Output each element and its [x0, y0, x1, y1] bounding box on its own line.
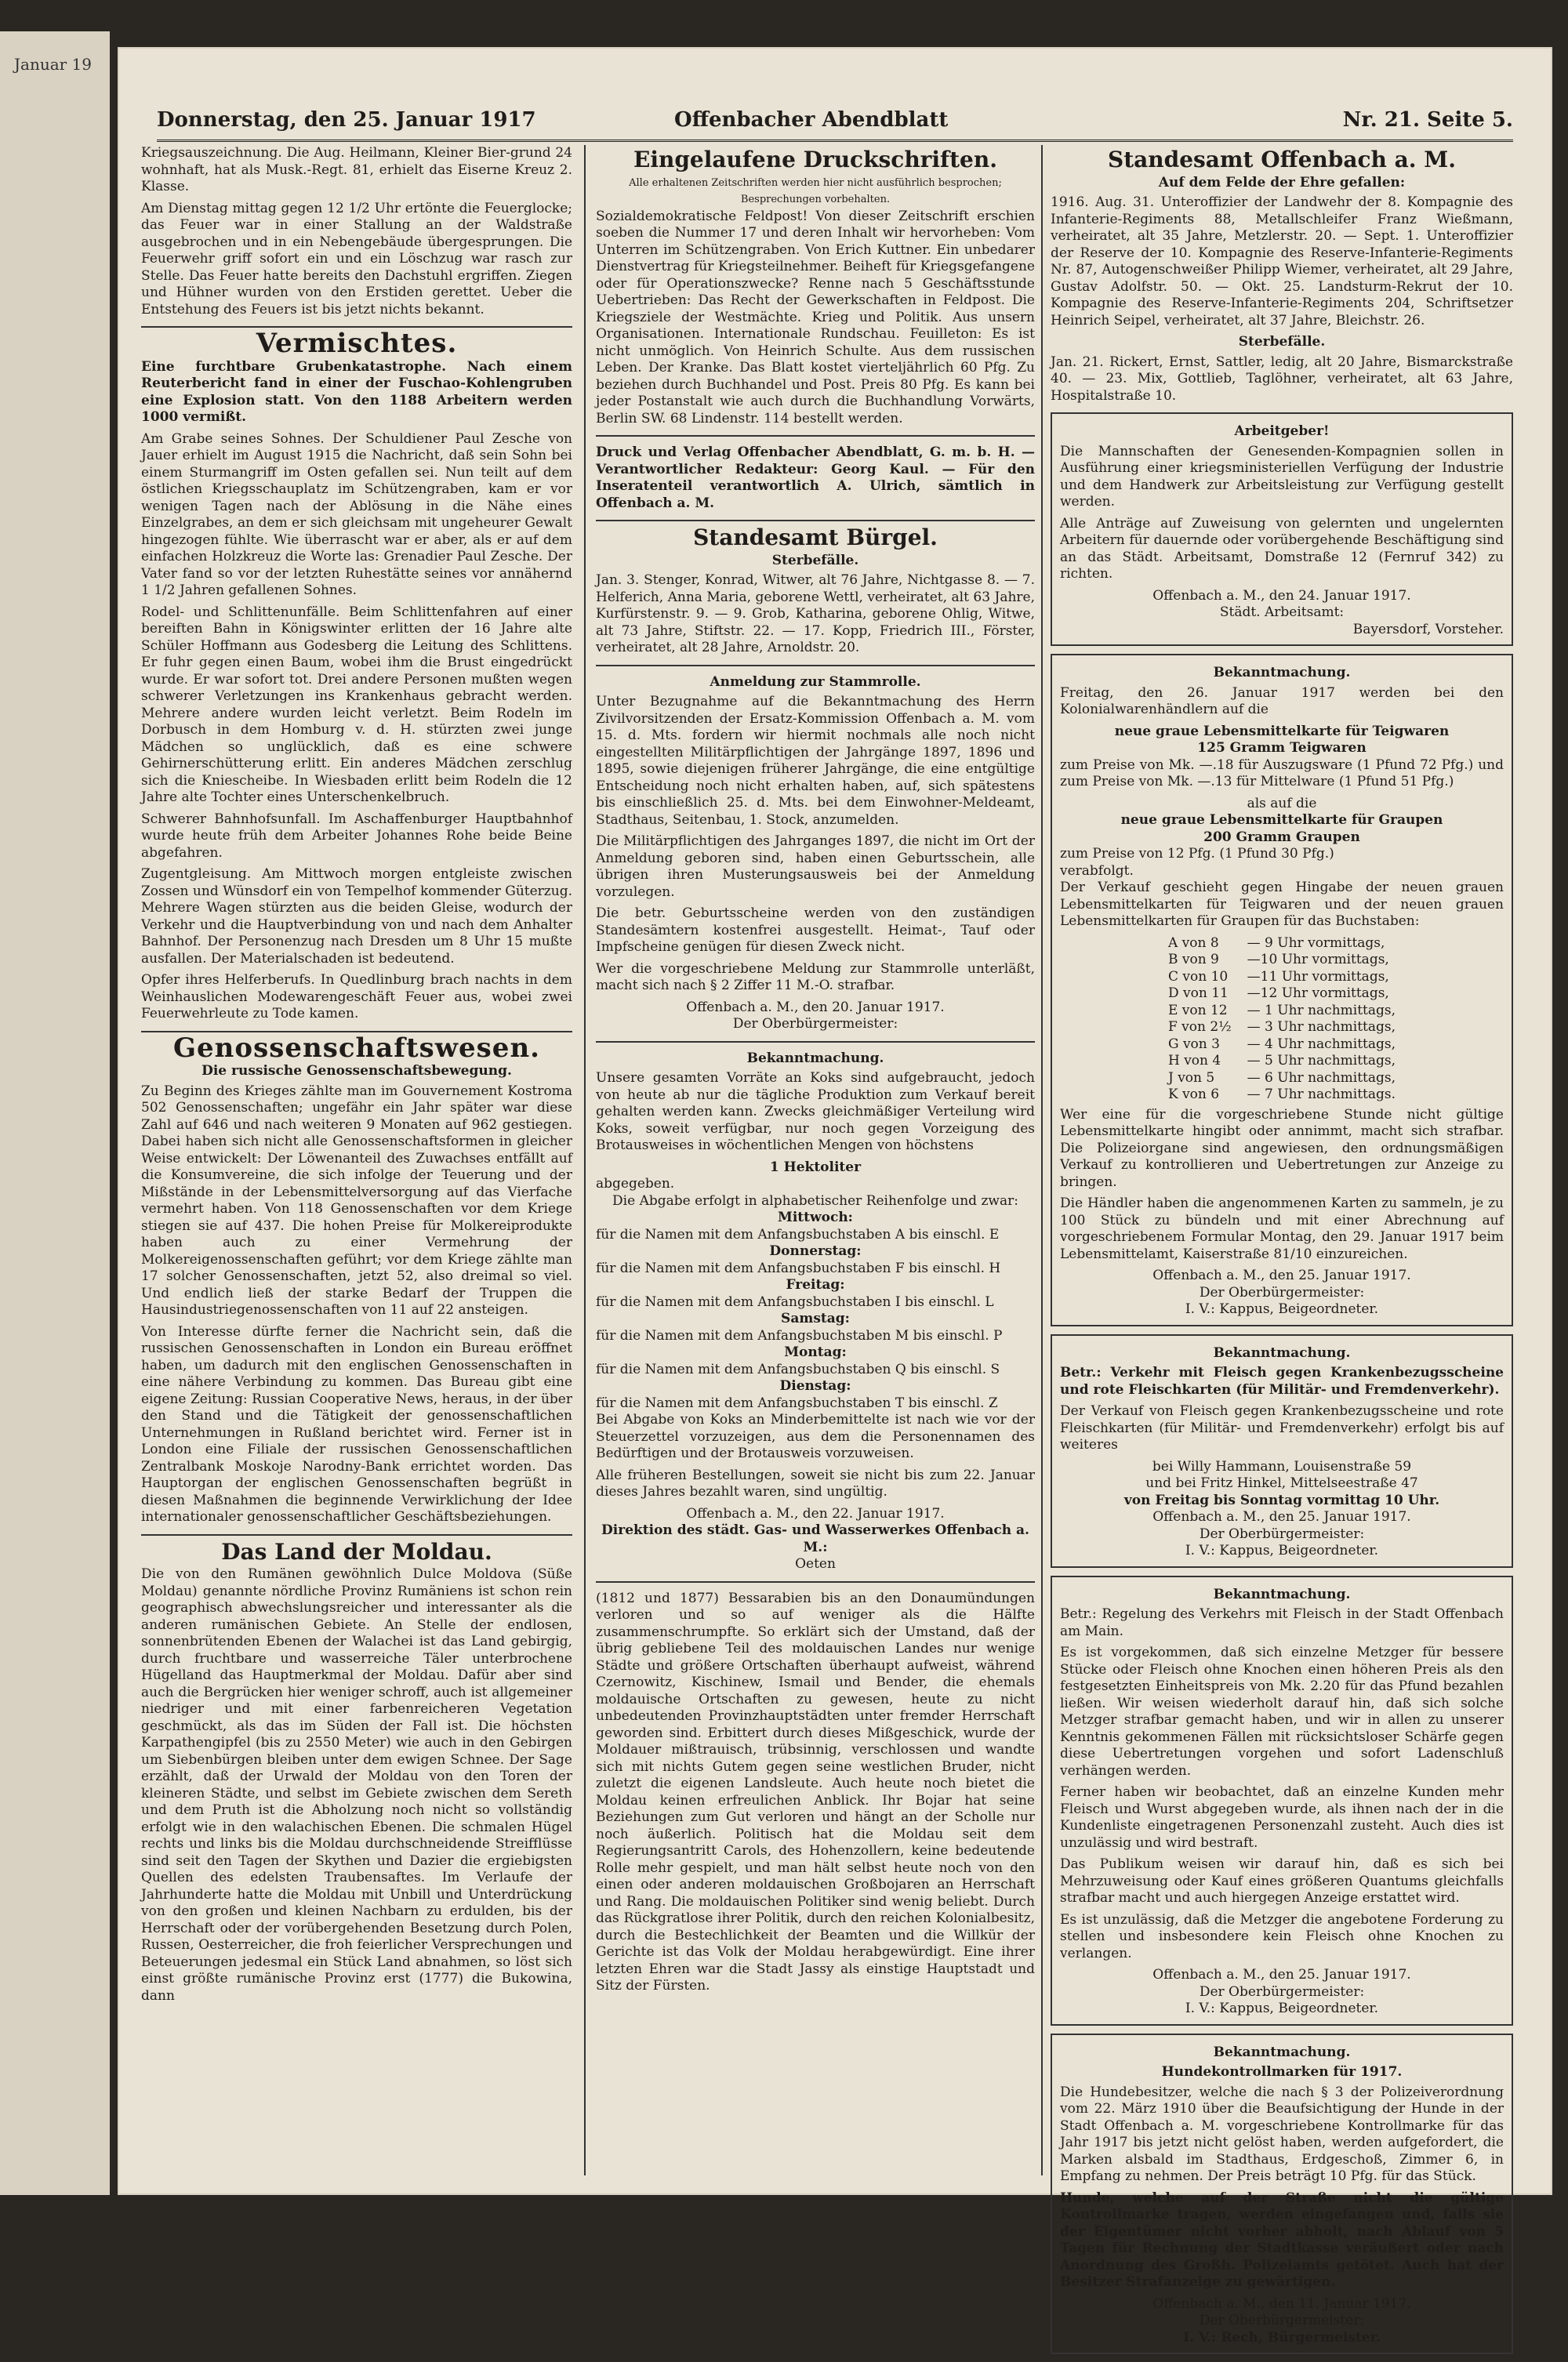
- stammrolle-text-2: Die Militärpflichtigen des Jahrganges 1897, die nicht im Ort der Anmeldung geboren sind, haben einen Geburtsschein, alle übrigen ihren Musterungsausweis bei der Anmeldung vorzulegen.: [596, 833, 1035, 900]
- separator: [596, 1041, 1035, 1043]
- sale-schedule: [1160, 935, 1403, 1104]
- notice-teigwaren: [1051, 654, 1513, 1326]
- article-coops: Zu Beginn des Krieges zählte man im Gouvernement Kostroma 502 Genossenschaften; ungefähr ein Jahr später war diese Zahl auf 646 und nach weiteren 9 Monaten auf 962 gestiegen. Dabei haben sich nicht alle Genossenschaftsformen in gleicher Weise entwickelt: Der Löwenanteil des Zuwachses entfällt auf die Konsumvereine, die sich infolge der Teuerung und der Mißstände in der Lebensmittelversorgung auf das Vierfache vermehrt haben. Von 118 Genossenschaften vor dem Kriege stiegen sie auf 437. Die hohen Preise für Molkereiprodukte haben auch zu einer Vermehrung der Molkereigenossenschaften geführt; vor dem Kriege zählte man 17 solcher Genossenschaften, jetzt 52, also dreimal so viel. Und endlich ließ der starke Bedarf der Truppen die Hausindustriegenossenschaften von 11 auf 22 ansteigen.: [141, 1083, 572, 1318]
- schedule-letter: J von 5: [1167, 1069, 1215, 1086]
- subheading-employers: Arbeitgeber!: [1234, 423, 1330, 439]
- notice-meat-regulation: [1051, 1576, 1513, 2026]
- schedule-row: [1160, 1070, 1403, 1087]
- stammrolle-date: Offenbach a. M., den 20. Januar 1917.: [686, 999, 945, 1015]
- notice-signature-title: Der Oberbürgermeister:: [1199, 1284, 1365, 1301]
- schedule-row: [1160, 935, 1403, 952]
- newspaper-page: [118, 47, 1552, 2346]
- notice-dog-tags: [1051, 2034, 1513, 2355]
- schedule-letter: H von 4: [1167, 1053, 1221, 1069]
- koks-order-line: Die Abgabe erfolgt in alphabetischer Reihenfolge und zwar:: [612, 1192, 1018, 1209]
- stammrolle-text-4: Wer die vorgeschriebene Meldung zur Stammrolle unterläßt, macht sich nach § 2 Ziffer 11 M.-O. strafbar.: [596, 960, 1035, 993]
- header-paper-title: Offenbacher Abendblatt: [674, 108, 949, 132]
- schedule-letter: C von 10: [1167, 968, 1229, 985]
- stammrolle-text: Unter Bezugnahme auf die Bekanntmachung des Herrn Zivilvorsitzenden der Ersatz-Kommission Offenbach a. M. vom 15. d. Mts. fordern wir hiermit nochmals alle noch nicht eingestellten Militärpflichtigen der Jahrgänge 1897, 1896 und 1895, sowie diejenigen früherer Jahrgänge, die eine entgültige Entscheidung noch nicht erhalten haben, auf, sich spätestens bis einschließlich 25. d. Mts. bei dem Einwohner-Meldeamt, Stadthaus, Seitenbau, 1. Stock, anzumelden.: [596, 694, 1035, 828]
- fire-report: Am Dienstag mittag gegen 12 1/2 Uhr ertönte die Feuerglocke; das Feuer war in einer Stallung an der Waldstraße ausgebrochen und in ein Nebengebäude übergesprungen. Die Feuerwehr griff sofort ein und ein Löschzug war rasch zur Stelle. Das Feuer hatte bereits den Dachstuhl ergriffen. Ziegen und Hühner wurden von den Erstiden gerettet. Ueber die Entstehung des Feuers ist bis jetzt nichts bekannt.: [141, 200, 572, 317]
- notice-signatory: I. V.: Kappus, Beigeordneter.: [1185, 1301, 1379, 1317]
- meat-text: Der Verkauf von Fleisch gegen Krankenbezugsscheine und rote Fleischkarten (für Militär- und Fremdenverkehr) erfolgt bis auf weiteres: [1060, 1403, 1504, 1453]
- notice-date: Offenbach a. M., den 11. Januar 1917.: [1152, 2295, 1411, 2312]
- schedule-letter: D von 11: [1167, 985, 1229, 1001]
- notice-signature-title: Der Oberbürgermeister:: [1199, 1526, 1365, 1542]
- employers-text-2: Alle Anträge auf Zuweisung von gelernten und ungelernten Arbeitern für dauernde oder vorübergehende Beschäftigung sind an das Städt. Arbeitsamt, Domstraße 12 (Fernruf 342) zu richten.: [1060, 515, 1504, 582]
- teig-card: neue graue Lebensmittelkarte für Teigwaren: [1114, 723, 1450, 739]
- column-3: [1051, 145, 1513, 2362]
- notice-signature-title: Der Oberbürgermeister:: [1199, 1983, 1365, 2000]
- subheading-notice: Bekanntmachung.: [1213, 665, 1351, 680]
- adjacent-page-label: Januar 19: [14, 55, 92, 74]
- subheading-koks: Bekanntmachung.: [746, 1050, 884, 1066]
- koks-text: Unsere gesamten Vorräte an Koks sind aufgebraucht, jedoch von heute ab nur die tägliche Produktion zum Verkauf bereit gehalten werden kann. Zwecks gleichmäßiger Verteilung wird Koks, soweit verfügbar, nur noch gegen Vorzeigung des Brotausweises in wöchentlichen Mengen von höchstens: [596, 1070, 1035, 1153]
- schedule-time: — 1 Uhr nachmittags,: [1247, 1002, 1396, 1018]
- schedule-letter: F von 2½: [1167, 1019, 1232, 1035]
- schedule-time: — 6 Uhr nachmittags,: [1247, 1069, 1396, 1086]
- dog-text-2: Hunde, welche auf der Straße nicht die gültige Kontrollmarke tragen, werden eingefangen und, falls sie der Eigentümer nicht vorher abholt, nach Ablauf von 5 Tagen für Rechnung der Stadtkasse veräußert oder nach Anordnung des Großh. Polizeiamts getötet. Auch hat der Besitzer Strafanzeige zu gewärtigen.: [1060, 2190, 1504, 2290]
- offenbach-deaths: Jan. 21. Rickert, Ernst, Sattler, ledig, alt 20 Jahre, Bismarckstraße 40. — 23. Mix, Gottlieb, Taglöhner, verheiratet, alt 63 Jahre, Hospitalstraße 10.: [1051, 354, 1513, 404]
- koks-day: Donnerstag:: [769, 1243, 862, 1259]
- separator: [596, 520, 1035, 521]
- meat-subject: Betr.: Verkehr mit Fleisch gegen Krankenbezugsscheine und rote Fleischkarten (für Militär- und Fremdenverkehr).: [1060, 1365, 1504, 1398]
- adjacent-page-strip: [0, 31, 110, 2195]
- masthead: [157, 102, 1513, 142]
- regulation-text-3: Das Publikum weisen wir darauf hin, daß es sich bei Mehrzuweisung oder Kauf eines größeren Quantums gleichfalls strafbar macht und auch hiergegen Anzeige erstattet wird.: [1060, 1856, 1504, 1906]
- schedule-time: — 5 Uhr nachmittags,: [1247, 1053, 1396, 1069]
- koks-text-3: Alle früheren Bestellungen, soweit sie nicht bis zum 22. Januar dieses Jahres bezahlt waren, sind ungültig.: [596, 1467, 1035, 1500]
- article-moldau: Die von den Rumänen gewöhnlich Dulce Moldova (Süße Moldau) genannte nördliche Provinz Rumäniens ist schon rein geographisch abwechslungsreicher und interessanter als die anderen rumänischen Gebiete. An Stelle der endlosen, sonnenbrütenden Ebenen der Walachei ist das Land gebirgig, durch fruchtbare und wasserreiche Täler unterbrochene Hügelland das Hauptmerkmal der Moldau. Dafür aber sind auch die Bergrücken hier weniger schroff, auch ist allgemeiner niedriger und mit einer farbenreicheren Vegetation geschmückt, als das im Süden der Fall ist. Die höchsten Karpathengipfel (bis zu 2550 Meter) wie auch in den Gebirgen um Siebenbürgen bleiben unter dem ewigen Schnee. Der Sage erzählt, daß der Urwald der Moldau von den Toren der kleineren Städte, und selbst im Gebiete zwischen dem Sereth und dem Pruth ist die Abholzung noch nicht so vollständig erfolgt wie in den walachischen Ebenen. Die schmalen Hügel rechts und links bis die Moldau durchschneidende Streifflüsse sind seit den Tagen der Skythen und Dazier die ergiebigsten Quellen des edelsten Traubensaftes. Im Verlaufe der Jahrhunderte hatte die Moldau mit Unbill und Unterdrückung von den großen und kleinen Nachbarn zu erdulden, bis der Herrschaft oder der vorübergehenden Besetzung durch Polen, Russen, Oesterreicher, die froh feierlicher Versprechungen und Beteuerungen jedesmal ein Stück Land abnahmen, so löst sich einst größte rumänische Provinz erst (1777) die Bukowina, dann: [141, 1566, 572, 2004]
- separator: [596, 435, 1035, 437]
- teig-amount: 125 Gramm Teigwaren: [1197, 740, 1367, 756]
- koks-signature: Direktion des städt. Gas- und Wasserwerkes Offenbach a. M.:: [601, 1522, 1029, 1555]
- column-rule-2: [1041, 145, 1043, 2175]
- schedule-time: — 9 Uhr vormittags,: [1247, 934, 1385, 951]
- graupen-price: zum Preise von 12 Pfg. (1 Pfund 30 Pfg.): [1060, 846, 1334, 862]
- schedule-letter: A von 8: [1167, 934, 1219, 951]
- graupen-amount: 200 Gramm Graupen: [1203, 829, 1360, 845]
- sale-terms-3: Die Händler haben die angenommenen Karten zu sammeln, je zu 100 Stück zu bündeln und mit einer Abrechnung auf vorgeschriebenem Formular Montag, den 29. Januar 1917 beim Lebensmittelamt, Kaiserstraße 81/10 einzureichen.: [1060, 1196, 1504, 1262]
- schedule-time: — 4 Uhr nachmittags,: [1247, 1036, 1396, 1052]
- subheading-notice: Bekanntmachung.: [1213, 2044, 1351, 2060]
- schedule-time: —10 Uhr vormittags,: [1247, 952, 1389, 967]
- heading-vermischtes: Vermischtes.: [256, 328, 458, 359]
- war-decoration-note: Kriegsauszeichnung. Die Aug. Heilmann, Kleiner Bier-grund 24 wohnhaft, hat als Musk.-Regt. 81, erhielt das Eiserne Kreuz 2. Klasse.: [141, 145, 572, 194]
- teig-also: als auf die: [1247, 795, 1317, 811]
- schedule-time: — 3 Uhr nachmittags,: [1247, 1019, 1396, 1035]
- article-grave: Am Grabe seines Sohnes. Der Schuldiener Paul Zesche von Jauer erhielt im August 1915 die Nachricht, daß sein Sohn bei einem Sturmangriff im Osten gefallen sei. Nun teilt auf dem östlichen Kriegsschauplatz im Schützengraben, kam er vor wenigen Tagen nach der Ablösung in die Nähe eines Einzelgrabes, an dem er sich gleichsam mit ungeheurer Gewalt hingezogen fühlte. Wie überrascht war er aber, als er auf dem einfachen Holzkreuz die Worte las: Grenadier Paul Zesche. Der Vater fand so vor der letzten Ruhestätte seines vor annähernd 1 1/2 Jahren gefallenen Sohnes.: [141, 430, 572, 598]
- koks-date: Offenbach a. M., den 22. Januar 1917.: [686, 1505, 945, 1522]
- sale-terms: Der Verkauf geschieht gegen Hingabe der neuen grauen Lebensmittelkarten für Teigwaren und der neuen grauen Lebensmittelkarten für Graupen für das Buchstaben:: [1060, 880, 1504, 929]
- koks-day: Mittwoch:: [778, 1210, 853, 1225]
- koks-amount: 1 Hektoliter: [769, 1159, 862, 1175]
- koks-day-block: [596, 1277, 1035, 1311]
- notice-employers: [1051, 412, 1513, 646]
- sale-terms-2: Wer eine für die vorgeschriebene Stunde nicht gültige Lebensmittelkarte hingibt oder annimmt, macht sich strafbar. Die Polizeiorgane sind angewiesen, den ordnungsmäßigen Verkauf zu kontrollieren und Uebertretungen zur Anzeige zu bringen.: [1060, 1106, 1504, 1190]
- koks-day: Freitag:: [786, 1277, 845, 1293]
- buergel-deaths: Jan. 3. Stenger, Konrad, Witwer, alt 76 Jahre, Nichtgasse 8. — 7. Helferich, Anna Maria, geborene Wettl, verheiratet, alt 63 Jahre, Kurfürstenstr. 9. — 9. Grob, Katharina, geborene Ohlig, Witwe, alt 73 Jahre, Stiftstr. 22. — 17. Kopp, Friedrich III., Förster, verheiratet, alt 28 Jahre, Arnoldstr. 20.: [596, 572, 1035, 655]
- subheading-dog-tags: Hundekontrollmarken für 1917.: [1161, 2064, 1403, 2080]
- employers-text: Die Mannschaften der Genesenden-Kompagnien sollen in Ausführung einer kriegsministeriellen Verfügung der Industrie und dem Handwerk zur Arbeitsleistung zur Verfügung gestellt werden.: [1060, 443, 1504, 510]
- column-1: [141, 145, 572, 2009]
- article-coops-2: Von Interesse dürfte ferner die Nachricht sein, daß die russischen Genossenschaften in London ein Bureau eröffnet haben, um dadurch mit den englischen Genossenschaften in eine nähere Verbindung zu kommen. Das Bureau gibt eine eigene Zeitung: Russian Cooperative News, heraus, in der über den Stand und die Tätigkeit der genossenschaftlichen Unternehmungen in Rußland berichtet wird. Ferner ist in London eine Filiale der russischen Genossenschaftlichen Zentralbank Moskoje Narodny-Bank errichtet worden. Das Hauptorgan der englischen Genossenschaften begrüßt in diesen Maßnahmen die beginnende Verwirklichung der Idee internationaler genossenschaftlicher Geschäftsbeziehungen.: [141, 1323, 572, 1525]
- schedule-row: [1160, 1053, 1403, 1070]
- graupen-dispensed: verabfolgt.: [1060, 862, 1134, 879]
- koks-day-block: [596, 1243, 1035, 1277]
- teig-price: zum Preise von Mk. —.18 für Auszugsware (1 Pfund 72 Pfg.) und zum Preise von Mk. —.13 für Mittelware (1 Pfund 51 Pfg.): [1060, 756, 1504, 789]
- schedule-row: [1160, 1087, 1403, 1104]
- notice-date: Offenbach a. M., den 25. Januar 1917.: [1152, 1268, 1411, 1283]
- koks-day-block: [596, 1210, 1035, 1243]
- schedule-row: [1160, 1003, 1403, 1020]
- imprint: Druck und Verlag Offenbacher Abendblatt, G. m. b. H. — Verantwortlicher Redakteur: Georg Kaul. — Für den Inseratenteil verantwortlich A. Ulrich, sämtlich in Offenbach a. M.: [596, 444, 1035, 511]
- koks-name: Oeten: [795, 1556, 836, 1572]
- regulation-text-2: Ferner haben wir beobachtet, daß an einzelne Kunden mehr Fleisch und Wurst abgegeben wurde, als ihnen nach der in die Kundenliste eingetragenen Personenzahl zusteht. Auch dies ist unzulässig und wird bestraft.: [1060, 1784, 1504, 1851]
- meat-time: von Freitag bis Sonntag vormittag 10 Uhr.: [1123, 1492, 1440, 1508]
- schedule-row: [1160, 969, 1403, 986]
- fallen-list: 1916. Aug. 31. Unteroffizier der Landwehr der 8. Kompagnie des Infanterie-Regiments 88, Metallschleifer Franz Wießmann, verheiratet, alt 35 Jahre, Metzlerstr. 20. — Sept. 1. Unteroffizier der Reserve der 10. Kompagnie des Reserve-Infanterie-Regiments Nr. 87, Autogenschweißer Philipp Wiemer, verheiratet, alt 29 Jahre, Gustav Adolfstr. 50. — Okt. 25. Landsturm-Rekrut der 10. Kompagnie des Reserve-Infanterie-Regiments 204, Schriftsetzer Heinrich Seipel, verheiratet, alt 37 Jahre, Bleichstr. 26.: [1051, 194, 1513, 328]
- schedule-row: [1160, 1036, 1403, 1054]
- heading-standesamt-offenbach: Standesamt Offenbach a. M.: [1107, 147, 1457, 172]
- druckschriften-note: Alle erhaltenen Zeitschriften werden hier nicht ausführlich besprochen; Besprechungen vorbehalten.: [629, 176, 1002, 205]
- dog-text: Die Hundebesitzer, welche die nach § 3 der Polizeiverordnung vom 22. März 1910 über die Beaufsichtigung der Hunde in der Stadt Offenbach a. M. vorgeschriebene Kontrollmarke für das Jahr 1917 bis jetzt nicht gelöst haben, werden aufgefordert, die Marken alsbald im Stadthaus, Erdgeschoß, Zimmer 6, in Empfang zu nehmen. Der Preis beträgt 10 Pfg. für das Stück.: [1060, 2084, 1504, 2184]
- schedule-letter: K von 6: [1167, 1087, 1220, 1102]
- heading-genossenschaftswesen: Genossenschaftswesen.: [173, 1032, 540, 1064]
- meat-shop-1: bei Willy Hammann, Louisenstraße 59: [1152, 1458, 1412, 1475]
- regulation-subject: Betr.: Regelung des Verkehrs mit Fleisch in der Stadt Offenbach am Main.: [1060, 1606, 1504, 1639]
- koks-day: Montag:: [784, 1344, 847, 1360]
- employers-office: Städt. Arbeitsamt:: [1219, 604, 1345, 620]
- subheading-deaths: Sterbefälle.: [771, 552, 859, 568]
- notice-signatory: I. V.: Kappus, Beigeordneter.: [1185, 1543, 1379, 1558]
- koks-given: abgegeben.: [596, 1176, 675, 1192]
- schedule-row: [1160, 952, 1403, 969]
- koks-day-text: für die Namen mit dem Anfangsbuchstaben M bis einschl. P: [596, 1327, 1003, 1344]
- koks-day: Samstag:: [781, 1311, 850, 1326]
- heading-moldau: Das Land der Moldau.: [221, 1538, 492, 1565]
- koks-day-block: [596, 1344, 1035, 1378]
- schedule-letter: E von 12: [1167, 1002, 1228, 1018]
- schedule-row: [1160, 1019, 1403, 1036]
- koks-day-block: [596, 1311, 1035, 1344]
- koks-day-block: [596, 1378, 1035, 1412]
- koks-day: Dienstag:: [779, 1378, 851, 1394]
- koks-day-text: für die Namen mit dem Anfangsbuchstaben A bis einschl. E: [596, 1226, 1000, 1243]
- column-rule-1: [584, 145, 586, 2175]
- notice-signatory: I. V.: Kappus, Beigeordneter.: [1185, 2001, 1379, 2016]
- separator: [596, 665, 1035, 666]
- article-sledding: Rodel- und Schlittenunfälle. Beim Schlittenfahren auf einer bereiften Bahn in Königswinter erlitten der 16 Jahre alte Schüler Hoffmann aus Godesberg die Leitung des Schlittens. Er fuhr gegen einen Baum, wobei ihm die Brust eingedrückt wurde. Er war sofort tot. Drei andere Personen mußten wegen schwerer Verletzungen ins Krankenhaus gebracht werden. Mehrere andere wurden leicht verletzt. Beim Rodeln im Dorbusch in dem Homburg v. d. H. stürzten zwei junge Mädchen so unglücklich, daß es eine schwere Gehirnerschütterung erlitt. Ein anderes Mädchen zerschlug sich die Kniescheibe. In Wiesbaden erlitt beim Rodeln die 12 Jahre alte Tochter eines Unterschenkelbruch.: [141, 604, 572, 805]
- koks-day-text: für die Namen mit dem Anfangsbuchstaben Q bis einschl. S: [596, 1361, 1000, 1377]
- meat-shop-2: und bei Fritz Hinkel, Mittelseestraße 47: [1145, 1475, 1418, 1491]
- koks-text-2: Bei Abgabe von Koks an Minderbemittelte ist nach wie vor der Steuerzettel vorzuzeigen, aus dem die Personennamen des Bedürftigen und der Brotausweis vorzuweisen.: [596, 1412, 1035, 1461]
- graupen-card: neue graue Lebensmittelkarte für Graupen: [1120, 812, 1443, 828]
- article-station-accident: Schwerer Bahnhofsunfall. Im Aschaffenburger Hauptbahnhof wurde heute früh dem Arbeiter Johannes Rohe beide Beine abgefahren.: [141, 811, 572, 861]
- heading-standesamt-buergel: Standesamt Bürgel.: [693, 524, 938, 550]
- stammrolle-text-3: Die betr. Geburtsscheine werden von den zuständigen Standesämtern kostenfrei ausgestellt. Heimat-, Tauf oder Impfscheine genügen für diesen Zweck nicht.: [596, 905, 1035, 955]
- schedule-time: — 7 Uhr nachmittags.: [1247, 1087, 1396, 1102]
- schedule-time: —12 Uhr vormittags,: [1247, 985, 1389, 1001]
- notice-signature-title: Der Oberbürgermeister:: [1199, 2313, 1365, 2328]
- subheading-notice: Bekanntmachung.: [1213, 1344, 1351, 1361]
- notice-date: Offenbach a. M., den 25. Januar 1917.: [1152, 1967, 1411, 1983]
- subheading-russian-coops: Die russische Genossenschaftsbewegung.: [201, 1063, 512, 1079]
- subheading-deaths: Sterbefälle.: [1238, 334, 1326, 350]
- heading-druckschriften: Eingelaufene Druckschriften.: [633, 147, 997, 172]
- koks-schedule: [596, 1210, 1035, 1412]
- koks-day-text: für die Namen mit dem Anfangsbuchstaben F bis einschl. H: [596, 1260, 1001, 1276]
- schedule-time: —11 Uhr vormittags,: [1247, 968, 1389, 985]
- column-2: [596, 145, 1035, 2000]
- employers-date: Offenbach a. M., den 24. Januar 1917.: [1152, 587, 1411, 604]
- header-date: Donnerstag, den 25. Januar 1917: [157, 108, 536, 132]
- separator: [596, 1581, 1035, 1583]
- schedule-letter: B von 9: [1167, 952, 1219, 967]
- notice-meat-cards: [1051, 1334, 1513, 1568]
- subheading-notice: Bekanntmachung.: [1213, 1586, 1351, 1602]
- koks-day-text: für die Namen mit dem Anfangsbuchstaben T bis einschl. Z: [596, 1395, 998, 1411]
- koks-day-text: für die Namen mit dem Anfangsbuchstaben I bis einschl. L: [596, 1293, 994, 1310]
- notice-signatory: I. V.: Rech, Bürgermeister.: [1183, 2329, 1381, 2346]
- article-moldau-continued: (1812 und 1877) Bessarabien bis an den Donaumündungen verloren und so auf weniger als die Hälfte zusammenschrumpfte. So erklärt sich der Umstand, daß der übrig gebliebene Teil des moldauischen Landes nur wenige Städte und größere Ortschaften überhaupt aufweist, während Czernowitz, Kischinew, Ismail und Bender, die ehemals moldauische Ortschaften zu gewesen, heute zu nicht unbedeutenden Provinzhauptstädten unter fremder Herrschaft geworden sind. Erbittert durch dieses Mißgeschick, wurde der Moldauer mißtrauisch, trübsinnig, verschlossen und wandte sich mit nichts Gutem gegen seine westlichen Bruder, nicht zuletzt die eigenen Landsleute. Auch heute noch bietet die Moldau keinen erfreulichen Anblick. Ihr Bojar hat seine Beziehungen zum Gut verloren und hängt an der Scholle nur noch äußerlich. Politisch hat die Moldau seit dem Regierungsantritt Carols, des Hohenzollern, keine bedeutende Rolle mehr gespielt, und man hält selbst heute noch von den einen oder anderen moldauischen Großbojaren an Herrschaft und Rang. Die moldauischen Politiker sind wenig beliebt. Durch das Rückgratlose ihrer Politik, durch den reichen Kolonialbesitz, durch die Bestechlichkeit der Beamten und die Willkür der Gerichte ist das Volk der Moldau herabgewürdigt. Eine ihrer letzten Ehren war die Stadt Jassy als einstige Hauptstadt und Sitz der Fürsten.: [596, 1590, 1035, 1994]
- teig-intro: Freitag, den 26. Januar 1917 werden bei den Kolonialwarenhändlern auf die: [1060, 684, 1504, 717]
- subheading-fallen: Auf dem Felde der Ehre gefallen:: [1158, 174, 1406, 190]
- header-page-number: Nr. 21. Seite 5.: [1342, 108, 1513, 132]
- employers-signatory: Bayersdorf, Vorsteher.: [1352, 621, 1504, 637]
- regulation-text: Es ist vorgekommen, daß sich einzelne Metzger für bessere Stücke oder Fleisch ohne Knochen einen höheren Preis als den festgesetzten Einheitspreis von Mk. 2.20 für das Pfund bezahlen ließen. Wir weisen wiederholt darauf hin, daß sich solche Metzger strafbar gemacht haben, und wir in allen zu unserer Kenntnis gekommenen Fällen mit rücksichtsloser Schärfe gegen diese Uebertretungen vorgehen und sofort Ladenschluß verhängen werden.: [1060, 1645, 1504, 1779]
- article-firefighters: Opfer ihres Helferberufs. In Quedlinburg brach nachts in dem Weinhauslichen Modewarengeschäft Feuer aus, wobei zwei Feuerwehrleute zu Tode kamen.: [141, 972, 572, 1021]
- regulation-text-4: Es ist unzulässig, daß die Metzger die angebotene Forderung zu stellen und insbesondere kein Fleisch ohne Knochen zu verlangen.: [1060, 1911, 1504, 1961]
- subheading-stammrolle: Anmeldung zur Stammrolle.: [710, 673, 921, 690]
- article-feldpost: Sozialdemokratische Feldpost! Von dieser Zeitschrift erschien soeben die Nummer 17 und deren Inhalt wir hervorheben: Vom Unterren im Schützengraben. Von Erich Kuttner. Ein unbedarer Dienstvertrag für Kriegsteilnehmer. Beiheft für Kriegsgefangene oder für Operationszwecke? Renne nach 5 Geschäftsstunde Uebertrieben: Das Recht der Gewerkschaften in Feldpost. Die Kriegsziele der Westmächte. Krieg und Politik. Aus unsern Organisationen. Internationale Rundschau. Feuilleton: Es ist nicht unmöglich. Von Heinrich Schulte. Aus dem russischen Leben. Der Kranke. Das Blatt kostet vierteljährlich 60 Pfg. Zu beziehen durch Buchhandel und Post. Preis 80 Pfg. Es kann bei jeder Postanstalt wie auch durch die Buchhandlung Vorwärts, Berlin SW. 68 Lindenstr. 114 bestellt werden.: [596, 208, 1035, 426]
- stammrolle-signature: Der Oberbürgermeister:: [732, 1016, 898, 1032]
- schedule-row: [1160, 985, 1403, 1003]
- separator: [141, 1534, 572, 1536]
- article-derailment: Zugentgleisung. Am Mittwoch morgen entgleiste zwischen Zossen und Wünsdorf ein von Tempelhof kommender Güterzug. Mehrere Wagen stürzten aus die beiden Gleise, wodurch der Verkehr und die Hauptverbindung von und nach dem Anhalter Bahnhof. Der Personenzug nach Dresden um 8 Uhr 15 mußte ausfallen. Der Materialschaden ist bedeutend.: [141, 866, 572, 967]
- notice-date: Offenbach a. M., den 25. Januar 1917.: [1152, 1509, 1411, 1525]
- mine-disaster-note: Eine furchtbare Grubenkatastrophe. Nach einem Reuterbericht fand in einer der Fuschao-Kohlengruben eine Explosion statt. Von den 1188 Arbeitern werden 1000 vermißt.: [141, 358, 572, 425]
- schedule-letter: G von 3: [1167, 1036, 1220, 1052]
